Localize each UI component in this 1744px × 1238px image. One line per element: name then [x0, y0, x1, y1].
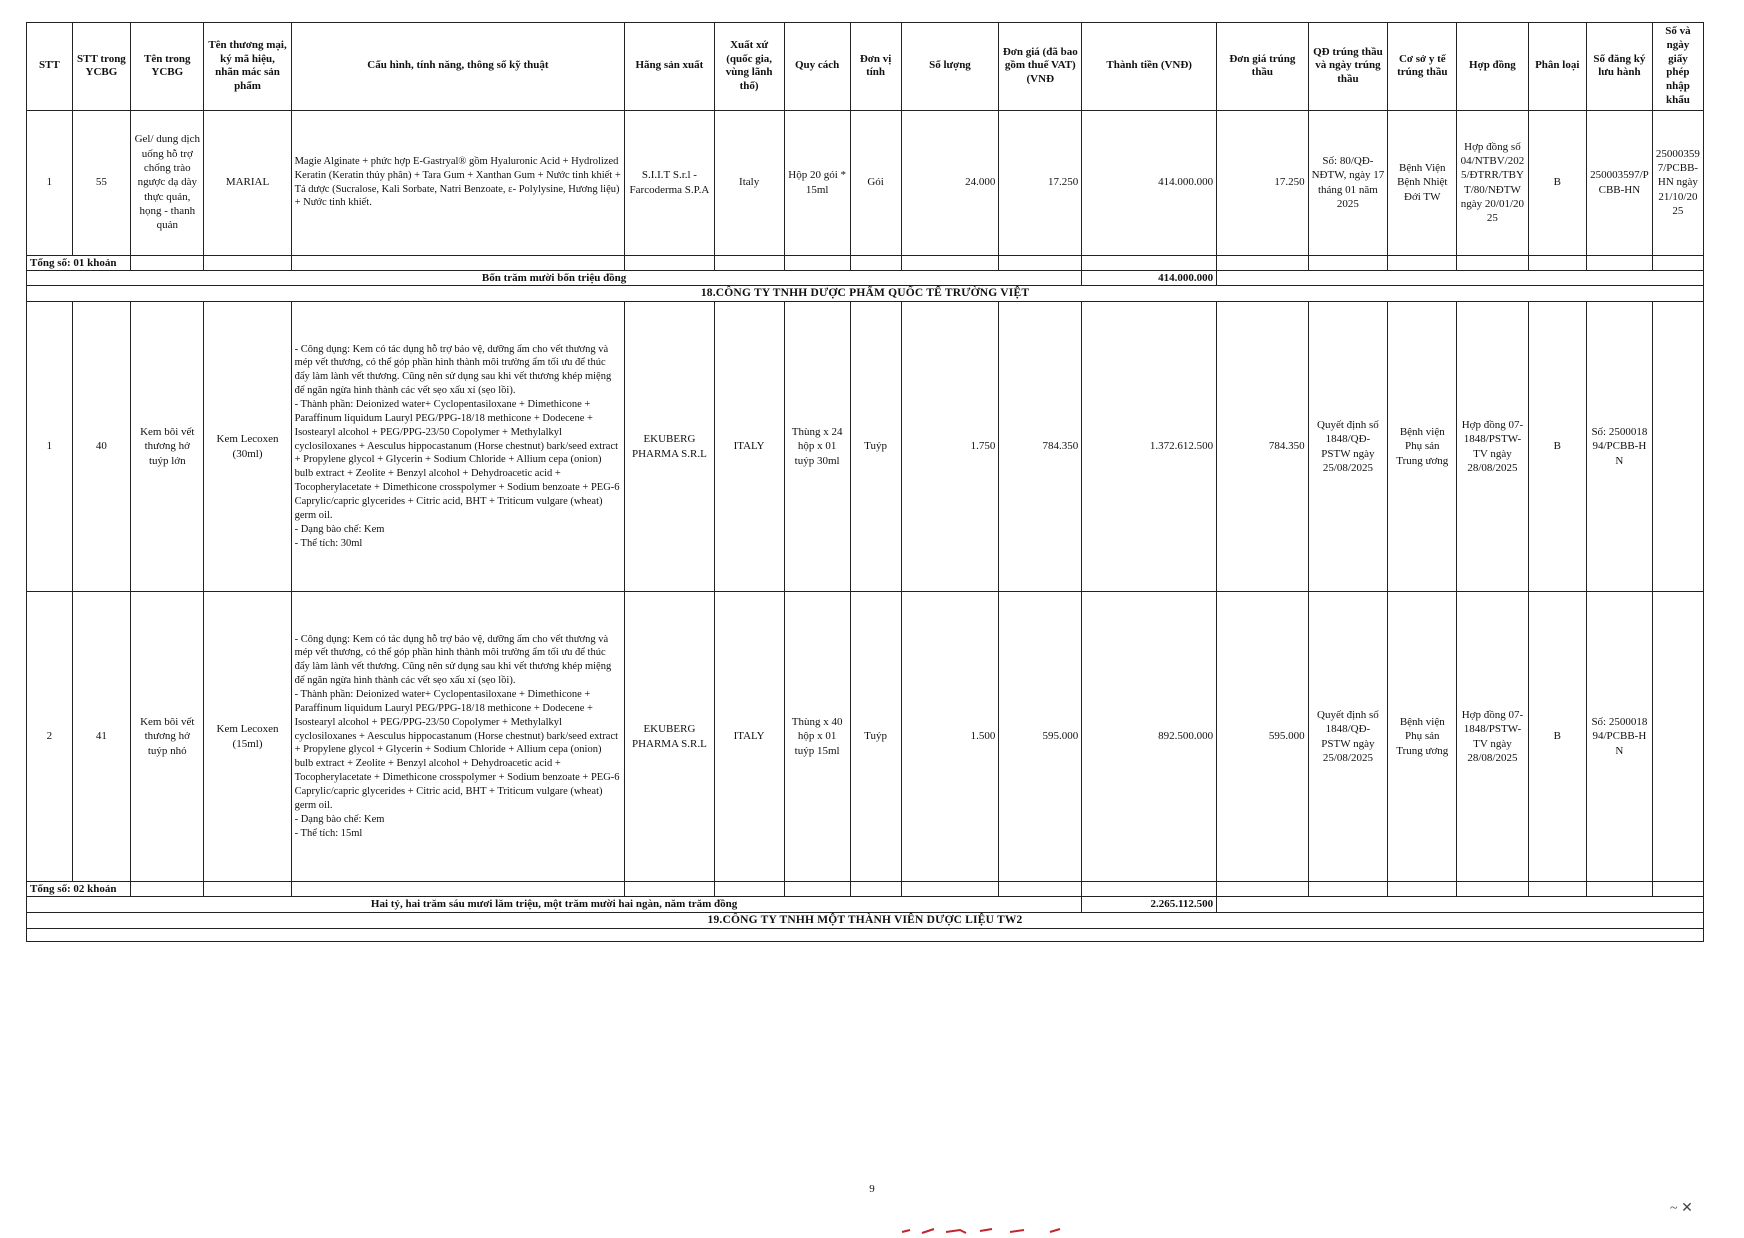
red-stamp-fragment-icon [900, 1226, 1080, 1236]
cell-don-gia-trung-thau: 17.250 [1217, 110, 1308, 255]
cell-don-gia-trung-thau: 784.350 [1217, 302, 1308, 592]
cell-so-dang-ky: Số: 250001894/PCBB-HN [1586, 592, 1652, 882]
total-amount-in-words: Hai tỷ, hai trăm sáu mươi lăm triệu, một trăm mười hai ngàn, năm trăm đồng [27, 897, 1082, 912]
cell-xuat-xu: ITALY [714, 302, 784, 592]
cell-cau-hinh: - Công dụng: Kem có tác dụng hỗ trợ bảo vệ, dưỡng ẩm cho vết thương và mép vết thương, có thể góp phần hình thành môi trường ẩm tối ưu để thúc đẩy làm lành vết thương. Cũng nên sử dụng sau khi vết thương khép miệng để ngăn ngừa hình thành các vết sẹo xấu xí (sẹo lồi). - Thành phần: Deionized water+ Cyclopentasiloxane + Dimethicone + Paraffinum liquidum Lauryl PEG/PPG-18/18 methicone + Dodecene + Isostearyl alcohol + PEG/PPG-23/50 Copolymer + Methylalkyl cyclosiloxanes + Aesculus hippocastanum (Horse chestnut) bark/seed extract + Propylene glycol + Glycerin + Sodium Chloride + Allium cepa (onion) bulb extract + Zeolite + Benzyl alcohol + Dehydroacetic acid + Tocopherylacetate + Dimethicone crosspolymer + Sodium benzoate + PEG-6 Caprylic/capric glycerides + Citric acid, BHT + Triticum vulgare (wheat) germ oil. - Dạng bào chế: Kem - Thể tích: 30ml [291, 302, 625, 592]
cell-hop-dong: Hợp đồng 07-1848/PSTW-TV ngày 28/08/2025 [1457, 302, 1528, 592]
cell-phan-loai: B [1528, 592, 1586, 882]
header-stt: STT [27, 23, 73, 111]
table-row [27, 302, 1704, 592]
total-amount: 2.265.112.500 [1082, 897, 1217, 912]
cell-don-vi: Tuýp [850, 302, 901, 592]
header-co-so-y-te: Cơ sở y tế trúng thầu [1388, 23, 1457, 111]
cell-ten-ycbg: Kem bôi vết thương hở tuýp nhỏ [131, 592, 204, 882]
table-header-row [27, 23, 1704, 111]
cell-cau-hinh: - Công dụng: Kem có tác dụng hỗ trợ bảo vệ, dưỡng ẩm cho vết thương và mép vết thương, có thể góp phần hình thành môi trường ẩm tối ưu để thúc đẩy làm lành vết thương. Cũng nên sử dụng sau khi vết thương khép miệng để ngăn ngừa hình thành các vết sẹo xấu xí (sẹo lồi). - Thành phần: Deionized water+ Cyclopentasiloxane + Dimethicone + Paraffinum liquidum Lauryl PEG/PPG-18/18 methicone + Dodecene + Isostearyl alcohol + PEG/PPG-23/50 Copolymer + Methylalkyl cyclosiloxanes + Aesculus hippocastanum (Horse chestnut) bark/seed extract + Propylene glycol + Glycerin + Sodium Chloride + Allium cepa (onion) bulb extract + Zeolite + Benzyl alcohol + Dehydroacetic acid + Tocopherylacetate + Dimethicone crosspolymer + Sodium benzoate + PEG-6 Caprylic/capric glycerides + Citric acid, BHT + Triticum vulgare (wheat) germ oil. - Dạng bào chế: Kem - Thể tích: 15ml [291, 592, 625, 882]
company-heading: 18.CÔNG TY TNHH DƯỢC PHẨM QUỐC TẾ TRƯỜNG VIỆT [27, 286, 1704, 302]
cell-hop-dong: Hợp đồng số 04/NTBV/2025/ĐTRR/TBYT/80/NĐTW ngày 20/01/2025 [1457, 110, 1528, 255]
cell-ten-thuong-mai: Kem Lecoxen (30ml) [204, 302, 291, 592]
cell-stt-ycbg: 40 [72, 302, 130, 592]
cell-co-so-y-te: Bệnh viện Phụ sản Trung ương [1388, 302, 1457, 592]
cell-ten-thuong-mai: MARIAL [204, 110, 291, 255]
cell-giay-phep [1652, 302, 1703, 592]
section-total-row [27, 255, 1704, 270]
cell-quy-cach: Hộp 20 gói * 15ml [784, 110, 850, 255]
cell-hang-san-xuat: S.I.I.T S.r.l - Farcoderma S.P.A [625, 110, 714, 255]
cell-thanh-tien: 1.372.612.500 [1082, 302, 1217, 592]
cell-cau-hinh: Magie Alginate + phức hợp E-Gastryal® gồm Hyaluronic Acid + Hydrolized Keratin (Keratin thủy phân) + Tara Gum + Xanthan Gum + Nước tinh khiết + Tá dược (Sucralose, Kali Sorbate, Natri Benzoate, ε- Polylysine, Hương liệu) + Nước tinh khiết. [291, 110, 625, 255]
header-don-gia-trung-thau: Đơn giá trúng thầu [1217, 23, 1308, 111]
header-don-vi: Đơn vị tính [850, 23, 901, 111]
header-ten-thuong-mai: Tên thương mại, ký mã hiệu, nhãn mác sản phẩm [204, 23, 291, 111]
cell-don-vi: Tuýp [850, 592, 901, 882]
cell-stt-ycbg: 41 [72, 592, 130, 882]
cell-quy-cach: Thùng x 24 hộp x 01 tuýp 30ml [784, 302, 850, 592]
cell-co-so-y-te: Bệnh viện Phụ sản Trung ương [1388, 592, 1457, 882]
company-heading: 19.CÔNG TY TNHH MỘT THÀNH VIÊN DƯỢC LIỆU TW2 [27, 912, 1704, 928]
header-quy-cach: Quy cách [784, 23, 850, 111]
cell-stt: 1 [27, 302, 73, 592]
cell-giay-phep: 250003597/PCBB-HN ngày 21/10/2025 [1652, 110, 1703, 255]
cell-hang-san-xuat: EKUBERG PHARMA S.R.L [625, 592, 714, 882]
cell-don-gia: 17.250 [999, 110, 1082, 255]
header-stt-ycbg: STT trong YCBG [72, 23, 130, 111]
header-giay-phep: Số và ngày giấy phép nhập khẩu [1652, 23, 1703, 111]
cell-don-gia: 595.000 [999, 592, 1082, 882]
cell-hang-san-xuat: EKUBERG PHARMA S.R.L [625, 302, 714, 592]
total-amount: 414.000.000 [1082, 270, 1217, 285]
page-number: 9 [869, 1183, 875, 1195]
cell-stt-ycbg: 55 [72, 110, 130, 255]
cell-don-gia-trung-thau: 595.000 [1217, 592, 1308, 882]
cell-qd-trung-thau: Số: 80/QĐ-NĐTW, ngày 17 tháng 01 năm 2025 [1308, 110, 1388, 255]
cell-xuat-xu: ITALY [714, 592, 784, 882]
header-phan-loai: Phân loại [1528, 23, 1586, 111]
total-amount-in-words: Bốn trăm mười bốn triệu đồng [27, 270, 1082, 285]
cell-ten-ycbg: Kem bôi vết thương hở tuýp lớn [131, 302, 204, 592]
cell-so-dang-ky: 250003597/PCBB-HN [1586, 110, 1652, 255]
cell-qd-trung-thau: Quyết định số 1848/QĐ-PSTW ngày 25/08/2025 [1308, 592, 1388, 882]
header-hang-san-xuat: Hãng sản xuất [625, 23, 714, 111]
cell-phan-loai: B [1528, 110, 1586, 255]
cell-thanh-tien: 414.000.000 [1082, 110, 1217, 255]
cell-giay-phep [1652, 592, 1703, 882]
cell-don-gia: 784.350 [999, 302, 1082, 592]
header-hop-dong: Hợp đồng [1457, 23, 1528, 111]
cell-so-luong: 1.750 [901, 302, 999, 592]
header-so-dang-ky: Số đăng ký lưu hành [1586, 23, 1652, 111]
cell-so-luong: 24.000 [901, 110, 999, 255]
header-thanh-tien: Thành tiền (VNĐ) [1082, 23, 1217, 111]
header-don-gia: Đơn giá (đã bao gồm thuế VAT) (VNĐ [999, 23, 1082, 111]
cell-xuat-xu: Italy [714, 110, 784, 255]
procurement-table-sheet [26, 22, 1704, 942]
table-row [27, 592, 1704, 882]
cell-stt: 1 [27, 110, 73, 255]
header-ten-ycbg: Tên trong YCBG [131, 23, 204, 111]
total-count-label: Tổng số: 01 khoản [27, 255, 131, 270]
cell-don-vi: Gói [850, 110, 901, 255]
table-row [27, 110, 1704, 255]
empty-row [27, 928, 1704, 941]
cell-ten-thuong-mai: Kem Lecoxen (15ml) [204, 592, 291, 882]
cell-phan-loai: B [1528, 302, 1586, 592]
company-heading-row [27, 912, 1704, 928]
cell-thanh-tien: 892.500.000 [1082, 592, 1217, 882]
cell-hop-dong: Hợp đồng 07-1848/PSTW-TV ngày 28/08/2025 [1457, 592, 1528, 882]
section-total-row [27, 882, 1704, 897]
cell-ten-ycbg: Gel/ dung dịch uống hỗ trợ chống trào ngược dạ dày thực quản, họng - thanh quản [131, 110, 204, 255]
header-qd-trung-thau: QĐ trúng thầu và ngày trúng thầu [1308, 23, 1388, 111]
total-count-label: Tổng số: 02 khoản [27, 882, 131, 897]
procurement-table [26, 22, 1704, 942]
cell-co-so-y-te: Bệnh Viện Bệnh Nhiệt Đới TW [1388, 110, 1457, 255]
corner-scribble-mark: ~ ✕ [1670, 1201, 1693, 1216]
cell-stt: 2 [27, 592, 73, 882]
header-so-luong: Số lượng [901, 23, 999, 111]
header-cau-hinh: Cấu hình, tính năng, thông số kỹ thuật [291, 23, 625, 111]
header-xuat-xu: Xuất xứ (quốc gia, vùng lãnh thổ) [714, 23, 784, 111]
section-total-words-row [27, 270, 1704, 285]
company-heading-row [27, 286, 1704, 302]
cell-quy-cach: Thùng x 40 hộp x 01 tuýp 15ml [784, 592, 850, 882]
cell-qd-trung-thau: Quyết định số 1848/QĐ-PSTW ngày 25/08/2025 [1308, 302, 1388, 592]
cell-so-dang-ky: Số: 250001894/PCBB-HN [1586, 302, 1652, 592]
cell-so-luong: 1.500 [901, 592, 999, 882]
section-total-words-row [27, 897, 1704, 912]
